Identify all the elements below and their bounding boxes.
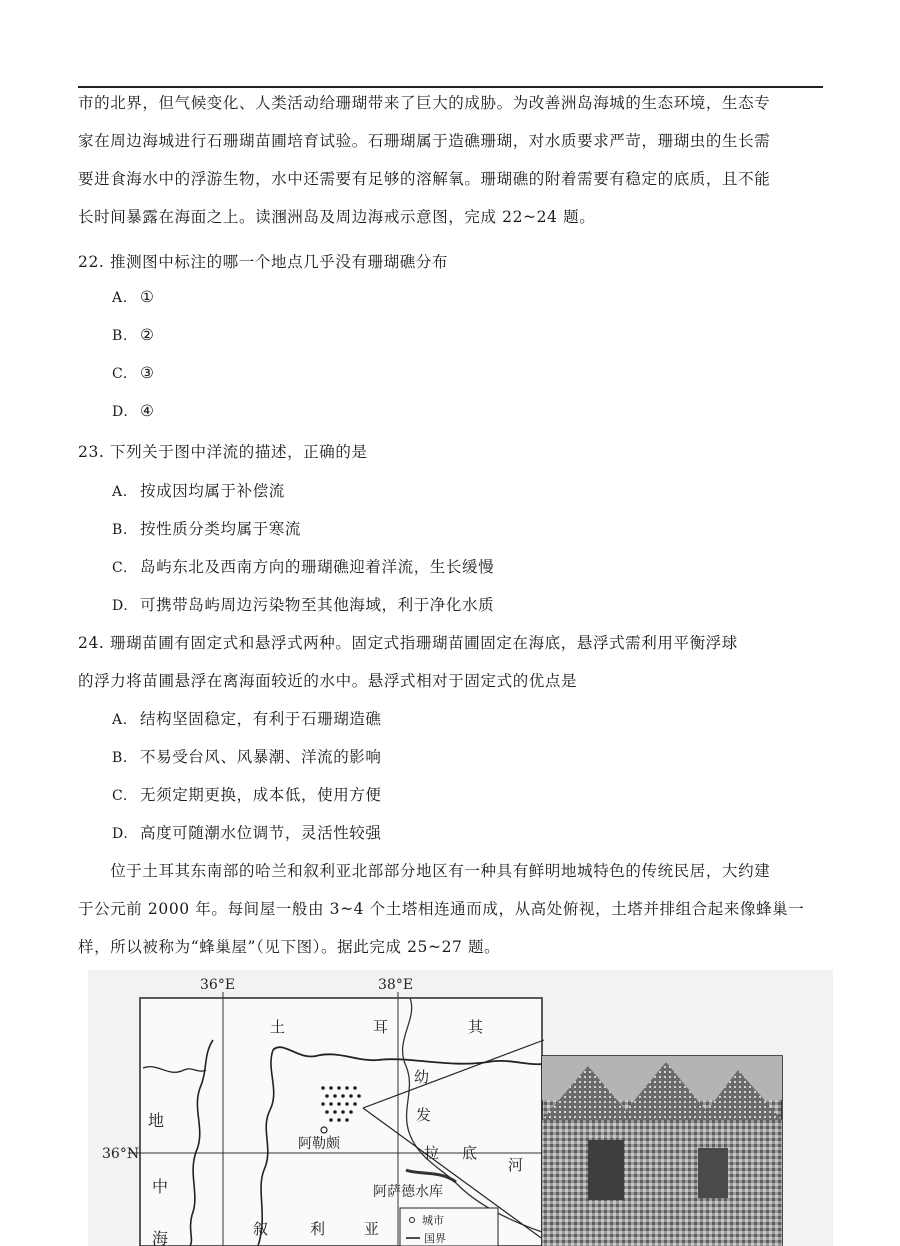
question-24-option-b: B. 不易受台风、风暴潮、洋流的影响: [112, 748, 382, 766]
passage-line: 样，所以被称为“蜂巢屋”（见下图）。据此完成 25~27 题。: [78, 938, 501, 956]
legend-city-label: 城市: [422, 1214, 444, 1227]
intro-paragraph: [78, 84, 828, 236]
question-23-stem: 23. 下列关于图中洋流的描述，正确的是: [78, 443, 368, 461]
intro-line: 长时间暴露在海面之上。读涠洲岛及周边海戒示意图，完成 22~24 题。: [78, 208, 596, 226]
map-legend: [400, 1208, 498, 1246]
question-24-option-c: C. 无须定期更换，成本低，使用方便: [112, 786, 382, 804]
question-24-option-d: D. 高度可随潮水位调节，灵活性较强: [112, 824, 382, 842]
label-li: 利: [310, 1220, 326, 1238]
label-lat-36n: 36°N: [102, 1146, 140, 1162]
label-fa: 发: [416, 1106, 432, 1124]
label-reservoir: 阿萨德水库: [373, 1184, 443, 1200]
question-22-stem: 22. 推测图中标注的哪一个地点几乎没有珊瑚礁分布: [78, 253, 449, 271]
question-22-option-c: C. ③: [112, 364, 155, 382]
question-22-option-b: B. ②: [112, 326, 155, 344]
question-24-stem-line1: 24. 珊瑚苗圃有固定式和悬浮式两种。固定式指珊瑚苗圃固定在海底，悬浮式需利用平衡浮球: [78, 634, 738, 652]
label-sea-hai: 海: [152, 1229, 169, 1246]
passage-25-27: [78, 852, 828, 966]
question-23-option-d: D. 可携带岛屿周边污染物至其他海域，利于净化水质: [112, 596, 495, 614]
label-tu: 土: [270, 1018, 286, 1036]
question-22-option-a: A. ①: [112, 288, 155, 306]
label-ya: 亚: [364, 1220, 380, 1238]
label-qi: 其: [468, 1018, 484, 1036]
label-lon-36e: 36°E: [200, 977, 236, 993]
passage-line: 于公元前 2000 年。每间屋一般由 3~4 个土塔相连通而成，从高处俯视，土塔并排组合起来像蜂巢一: [78, 900, 805, 918]
question-24-stem-line2: 的浮力将苗圃悬浮在离海面较近的水中。悬浮式相对于固定式的优点是: [78, 672, 578, 690]
label-sea-zhong: 中: [152, 1177, 169, 1196]
label-aleppo: 阿勒颇: [298, 1136, 340, 1152]
question-23-option-b: B. 按性质分类均属于寒流: [112, 520, 302, 538]
map-svg: [88, 970, 833, 1246]
intro-line: 要进食海水中的浮游生物，水中还需要有足够的溶解氧。珊瑚礁的附着需要有稳定的底质，且不能: [78, 170, 771, 188]
label-di: 底: [462, 1144, 478, 1162]
question-22-option-d: D. ④: [112, 402, 155, 420]
label-lon-38e: 38°E: [378, 977, 414, 993]
beehive-house-photo: [542, 1056, 782, 1246]
label-you: 幼: [414, 1068, 430, 1086]
question-23-option-c: C. 岛屿东北及西南方向的珊瑚礁迎着洋流，生长缓慢: [112, 558, 495, 576]
question-23-option-a: A. 按成因均属于补偿流: [112, 482, 285, 500]
label-he: 河: [508, 1156, 524, 1174]
question-24-option-a: A. 结构坚固稳定，有利于石珊瑚造礁: [112, 710, 382, 728]
intro-line: 家在周边海城进行石珊瑚苗圃培育试验。石珊瑚属于造礁珊瑚，对水质要求严苛，珊瑚虫的生长需: [78, 132, 771, 150]
label-la: 拉: [424, 1144, 440, 1162]
label-sea-di: 地: [148, 1111, 165, 1130]
legend-border-label: 国界: [424, 1232, 446, 1245]
intro-line: 市的北界，但气候变化、人类活动给珊瑚带来了巨大的成胁。为改善洲岛海城的生态环境，生态专: [78, 94, 771, 112]
label-xu: 叙: [253, 1220, 269, 1238]
passage-line: 位于土耳其东南部的哈兰和叙利亚北部部分地区有一种具有鲜明地城特色的传统民居，大约建: [78, 862, 771, 880]
beehive-house-map-figure: [88, 970, 833, 1246]
label-er: 耳: [373, 1018, 389, 1036]
